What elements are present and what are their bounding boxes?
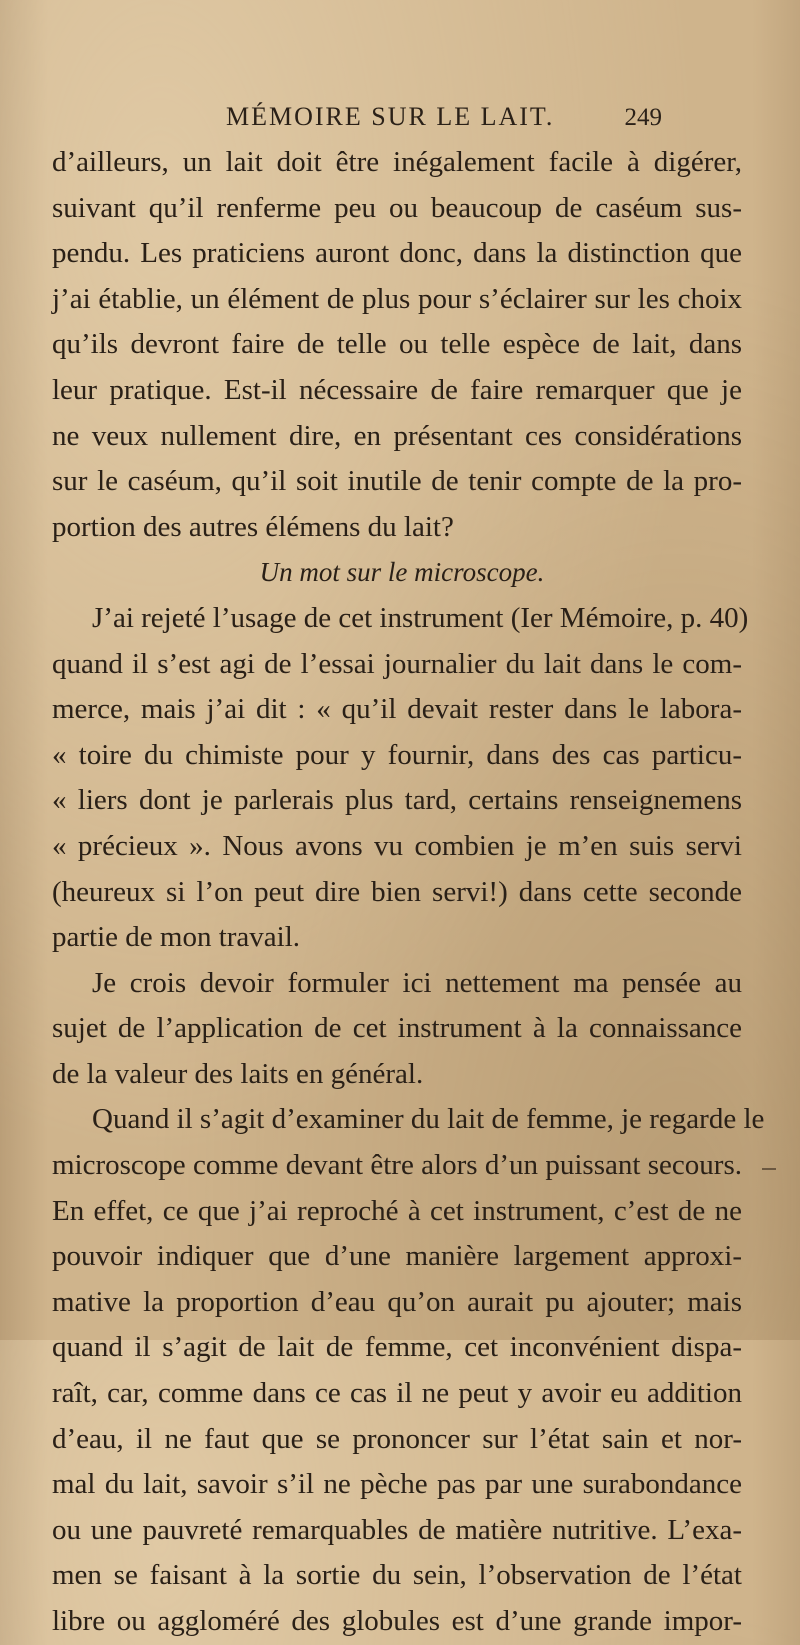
text-line: portion des autres élémens du lait? [52, 510, 454, 543]
text-line: d’ailleurs, un lait doit être inégalement facile à digérer, [52, 146, 742, 178]
text-line: suivant qu’il renferme peu ou beaucoup de caséum sus- [52, 191, 742, 224]
text-line: mal du lait, savoir s’il ne pèche pas par une surabondance [52, 1468, 742, 1501]
page-header [40, 102, 760, 142]
text-line: « précieux ». Nous avons vu combien je m’en suis servi [52, 829, 742, 862]
text-line: libre ou aggloméré des globules est d’une grande impor- [52, 1605, 742, 1637]
text-line: j’ai établie, un élément de plus pour s’éclairer sur les choix [52, 282, 742, 315]
text-line: merce, mais j’ai dit : « qu’il devait rester dans le labora- [52, 693, 742, 726]
text-line: leur pratique. Est-il nécessaire de faire remarquer que je [52, 373, 742, 406]
text-line: men se faisant à la sortie du sein, l’observation de l’état [52, 1559, 742, 1592]
text-line: ou une pauvreté remarquables de matière nutritive. L’exa- [52, 1513, 742, 1546]
text-line: qu’ils devront faire de telle ou telle espèce de lait, dans [52, 328, 742, 361]
text-line: (heureux si l’on peut dire bien servi!) dans cette seconde [52, 875, 742, 908]
text-line: sujet de l’application de cet instrument à la connaissance [52, 1012, 742, 1045]
text-line: raît, car, comme dans ce cas il ne peut y avoir eu addition [52, 1377, 742, 1410]
text-line: partie de mon travail. [52, 921, 301, 954]
text-line: En effet, ce que j’ai reproché à cet instrument, c’est de ne [52, 1194, 742, 1227]
text-line: sur le caséum, qu’il soit inutile de tenir compte de la pro- [52, 465, 742, 498]
text-line: « liers dont je parlerais plus tard, certains renseignemens [52, 784, 742, 817]
margin-mark [762, 1168, 776, 1170]
text-line: J’ai rejeté l’usage de cet instrument (Ier Mémoire, p. 40) [92, 601, 749, 634]
text-line: pouvoir indiquer que d’une manière largement approxi- [52, 1240, 742, 1273]
text-line: quand il s’est agi de l’essai journalier du lait dans le com- [52, 647, 742, 680]
text-line: « toire du chimiste pour y fournir, dans des cas particu- [52, 738, 742, 771]
text-line: d’eau, il ne faut que se prononcer sur l’état sain et nor- [52, 1422, 742, 1455]
text-line: pendu. Les praticiens auront donc, dans la distinction que [52, 237, 742, 270]
text-line: Quand il s’agit d’examiner du lait de femme, je regarde le [92, 1103, 765, 1136]
section-heading: Un mot sur le microscope. [259, 557, 545, 588]
text-line: mative la proportion d’eau qu’on aurait pu ajouter; mais [52, 1285, 742, 1318]
text-line: microscope comme devant être alors d’un puissant secours. [52, 1149, 742, 1182]
text-line: ne veux nullement dire, en présentant ces considérations [52, 419, 742, 452]
body-text [52, 140, 765, 1645]
running-title: MÉMOIRE SUR LE LAIT. [226, 102, 555, 131]
text-line: quand il s’agit de lait de femme, cet inconvénient dispa- [52, 1331, 742, 1364]
text-line: de la valeur des laits en général. [52, 1057, 424, 1090]
page-number: 249 [624, 104, 662, 131]
text-line: Je crois devoir formuler ici nettement ma pensée au [92, 966, 742, 999]
